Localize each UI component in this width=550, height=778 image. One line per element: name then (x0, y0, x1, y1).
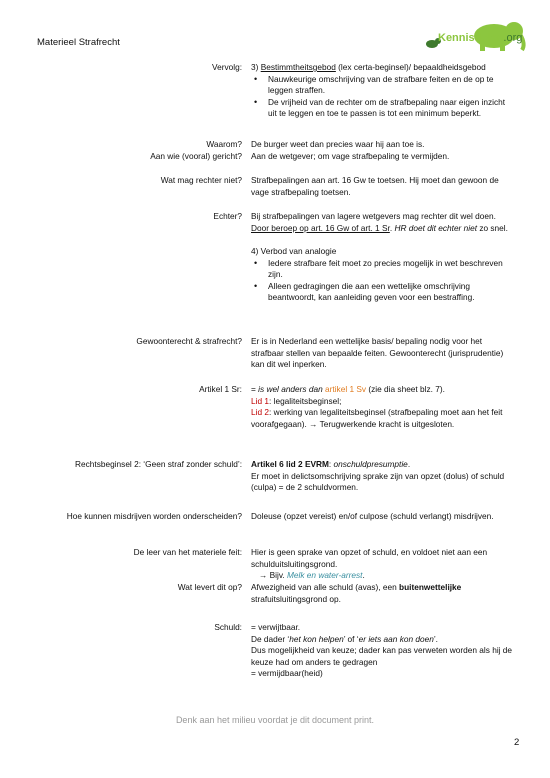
wat-levert-text: Afwezigheid van alle schuld (avas), een (251, 582, 400, 592)
print-note-footer: Denk aan het milieu voordat je dit document print. (175, 715, 375, 725)
schuld-line: Dus mogelijkheid van keuze; dader kan pas verweten worden als hij de keuze had om anders te gedragen (251, 645, 513, 667)
vervolg-bullet-list (251, 74, 516, 120)
lid-1-text: : legaliteitsbeginsel; (269, 395, 342, 406)
echter-bullet-list (251, 258, 516, 304)
label-wat-mag: Wat mag rechter niet? (160, 175, 242, 185)
buitenwettelijke-bold: buitenwettelijke (399, 582, 462, 592)
label-aan-wie: Aan wie (vooral) gericht? (150, 151, 242, 161)
vervolg-number: 3) (251, 62, 261, 72)
logo-suffix: .org (503, 32, 523, 44)
label-gewoonterecht: Gewoonterecht & strafrecht? (136, 336, 242, 346)
logo-text: Kennisdelen (438, 32, 504, 44)
page-number: 2 (514, 737, 520, 748)
lid-1-label: Lid 1 (251, 395, 269, 406)
list-item: • Alleen gedragingen die aan een wettelijke omschrijving beantwoordt, kan aanleiding geven voor een bestraffing. (251, 281, 516, 304)
kennisdelen-logo (424, 16, 534, 60)
rechtsbeginsel-text: . (407, 459, 411, 469)
label-waarom: Waarom? (206, 139, 242, 149)
echter-text: . (389, 222, 395, 233)
value-wat-levert (251, 582, 516, 605)
schuld-line: = vermijdbaar(heid) (251, 668, 323, 678)
leer-text: . (362, 570, 365, 580)
list-item: • Nauwkeurige omschrijving van de strafbare feiten en de op te leggen straffen. (251, 74, 516, 97)
artikel-italic: is wel anders dan (258, 384, 326, 394)
value-leer (251, 547, 516, 582)
artikel-text: (zie dia sheet blz. 7). (366, 384, 445, 394)
lid-2-text: : werking van legaliteitsbeginsel (strafbepaling moet aan het feit voorafgegaan). → Terugwerkende kracht is uitgesloten. (251, 407, 503, 429)
echter-underlined: Door beroep op art. 16 Gw of art. 1 Sr (251, 222, 390, 233)
value-artikel-1 (251, 384, 516, 430)
label-rechtsbeginsel: Rechtsbeginsel 2: ‘Geen straf zonder schuld’: (75, 459, 242, 469)
schuld-text: De dader ‘ (251, 633, 290, 644)
verbod-heading: 4) Verbod van analogie (251, 246, 337, 256)
echter-italic: HR doet dit echter niet (394, 222, 478, 233)
label-leer: De leer van het materiele feit: (133, 547, 242, 557)
evrm-bold: Artikel 6 lid 2 EVRM (251, 459, 329, 469)
label-wat-levert: Wat levert dit op? (177, 582, 242, 592)
vervolg-rest: (lex certa-beginsel)/ bepaaldheidsgebod (335, 62, 486, 72)
schuld-italic: er iets aan kon doen (358, 633, 434, 644)
list-item: • Iedere strafbare feit moet zo precies mogelijk in wet beschreven zijn. (251, 258, 516, 281)
value-echter (251, 211, 516, 304)
value-vervolg (251, 62, 516, 120)
value-gewoonterecht: Er is in Nederland een wettelijke basis/ bepaling nodig voor het strafbaar stellen van bepaalde feiten. Gewoonterecht (jurisprudentie) kan dit wel inperken. (251, 336, 504, 369)
schuld-italic: het kon helpen (289, 633, 344, 644)
value-waarom: De burger weet dan precies waar hij aan toe is. (251, 139, 425, 149)
label-artikel-1: Artikel 1 Sr: (199, 384, 242, 394)
label-hoe-kunnen: Hoe kunnen misdrijven worden onderscheiden? (66, 511, 242, 521)
rechtsbeginsel-body: Er moet in delictsomschrijving sprake zijn van opzet (dolus) of schuld (culpa) = de 2 schuldvormen. (251, 470, 505, 492)
value-hoe-kunnen: Doleuse (opzet vereist) en/of culpose (schuld verlangt) misdrijven. (251, 511, 494, 521)
echter-text: Bij strafbepalingen van lagere wetgevers mag rechter dit wel doen. (251, 211, 496, 221)
list-item: • De vrijheid van de rechter om de strafbepaling naar eigen inzicht uit te leggen en toe te passen is tot een minimum beperkt. (251, 97, 516, 120)
schuld-text: ’. (433, 633, 438, 644)
artikel-sv-link: artikel 1 Sv (325, 384, 367, 394)
echter-text: zo snel. (477, 222, 508, 233)
value-schuld (251, 622, 516, 680)
melk-water-arrest: Melk en water-arrest (286, 570, 363, 580)
bestimmtheitsgebod-term: Bestimmtheitsgebod (260, 62, 336, 72)
artikel-text: = (251, 384, 259, 394)
schuld-text: ’ of ‘ (343, 633, 359, 644)
label-schuld: Schuld: (214, 622, 242, 632)
leer-body: Hier is geen sprake van opzet of schuld, en voldoet niet aan een schulduitsluitingsgrond. (251, 547, 488, 569)
wat-levert-text: strafuitsluitingsgrond op. (251, 593, 341, 604)
document-header-title: Materieel Strafrecht (37, 37, 120, 48)
rechtsbeginsel-text: : (328, 459, 334, 469)
value-wat-mag: Strafbepalingen aan art. 16 Gw te toetsen. Hij moet dan gewoon de vage strafbepaling toetsen. (251, 175, 499, 197)
onschuldpresumptie-italic: onschuldpresumptie (333, 459, 408, 469)
leer-bijv: → Bijv. (259, 570, 287, 580)
label-echter: Echter? (213, 211, 242, 221)
schuld-line: = verwijtbaar. (251, 622, 301, 632)
lid-2-label: Lid 2 (251, 407, 269, 417)
value-rechtsbeginsel (251, 459, 516, 494)
value-aan-wie: Aan de wetgever; om vage strafbepaling te vermijden. (251, 151, 450, 161)
label-vervolg: Vervolg: (212, 62, 242, 72)
